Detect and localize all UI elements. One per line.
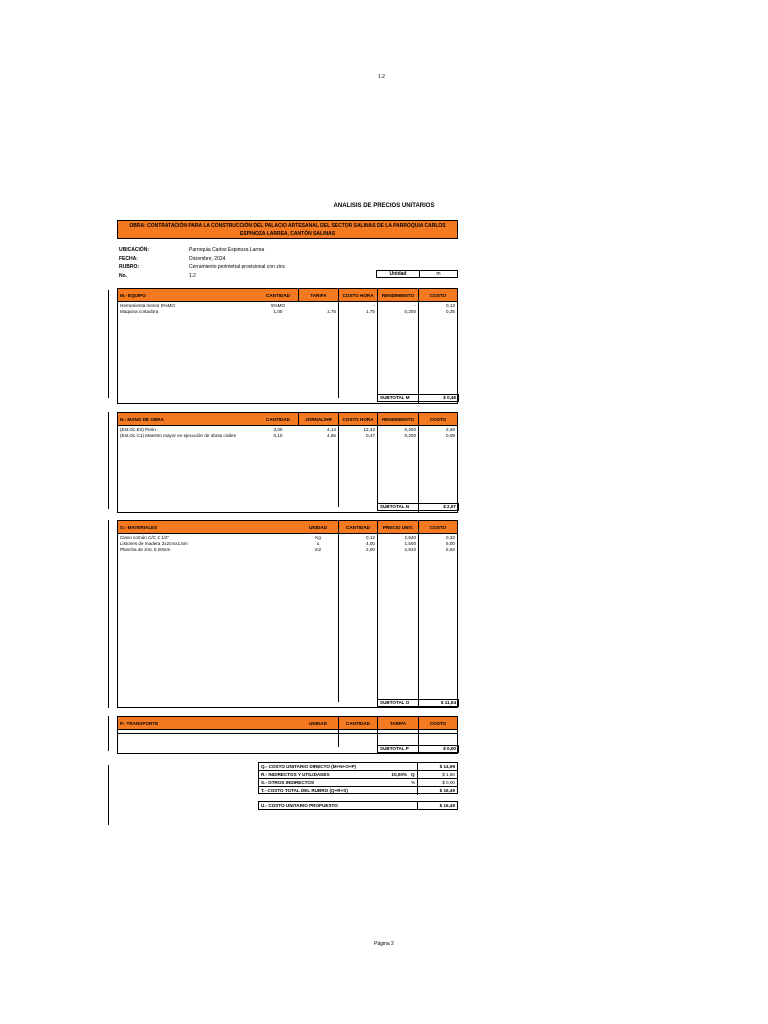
mat-col-costo: COSTO <box>418 521 457 533</box>
transporte-header <box>118 717 457 730</box>
materiales-header <box>118 521 457 534</box>
summary-row-q <box>259 763 457 771</box>
ubicacion-label: UBICACIÓN: <box>119 247 149 253</box>
mat-col-unidad: UNIDAD <box>309 524 327 530</box>
cell-costohora: - <box>373 303 375 308</box>
r-q: Q <box>409 771 418 778</box>
cell-cantidad: 5%MO <box>270 303 286 308</box>
subtotal-value: $ 2,57 <box>443 504 456 509</box>
materiales-section <box>117 520 458 708</box>
cell-costohora: 0,47 <box>366 433 375 438</box>
cell-costohora: 1,75 <box>366 309 375 314</box>
cell-costo: 0,13 <box>446 303 455 308</box>
summary-block <box>258 762 458 794</box>
equipo-section <box>117 288 458 404</box>
cell-cantidad: 0,10 <box>273 433 283 438</box>
cell-costo: 2,48 <box>446 427 455 432</box>
margin-bar <box>108 290 109 398</box>
s-label: S.- OTROS INDIRECTOS <box>261 780 315 785</box>
q-value: $ 14,99 <box>439 764 455 769</box>
page-title: ANALISIS DE PRECIOS UNITARIOS <box>333 203 435 209</box>
mano-obra-section <box>117 412 458 513</box>
fecha-value: Diciembre, 2024 <box>189 255 226 262</box>
cell-precio: 1,500 <box>404 541 416 546</box>
transporte-section <box>117 716 458 754</box>
summary-row-r <box>259 771 457 779</box>
cell-costo: 6,00 <box>446 541 455 546</box>
mat-col-precio: PRECIO UNIT. <box>377 521 418 533</box>
equipo-col-desc: M.- EQUIPO <box>120 292 146 298</box>
materiales-rows <box>118 535 457 553</box>
summary-row-s <box>259 779 457 787</box>
cell-cantidad: 0,12 <box>366 535 375 540</box>
cell-desc: Maquina cortadora <box>120 309 159 314</box>
mat-col-cantidad: CANTIDAD <box>338 521 377 533</box>
table-row <box>118 547 457 553</box>
trans-col-costo: COSTO <box>418 717 457 729</box>
subtotal-label: SUBTOTAL M <box>378 395 419 401</box>
trans-col-tarifa: TARIFA <box>377 717 418 729</box>
table-row <box>118 309 457 315</box>
cell-precio: 2,810 <box>404 547 416 552</box>
subtotal-label: SUBTOTAL P <box>378 746 419 752</box>
equipo-subtotal <box>377 394 459 402</box>
cell-desc: Listones de madera 2x2cmx1.5m <box>120 541 188 546</box>
info-values <box>189 246 285 280</box>
no-value: 1.2 <box>189 272 196 279</box>
no-label: No. <box>119 272 128 279</box>
cell-costo: 0,32 <box>446 535 455 540</box>
equipo-col-tarifa: TARIFA <box>298 289 338 301</box>
cell-tarifa: 1,75 <box>327 309 336 314</box>
trans-col-desc: P.- TRANSPORTE <box>120 720 159 726</box>
r-label: R.- INDIRECTOS Y UTILIDADES <box>261 772 330 777</box>
trans-col-cantidad: CANTIDAD <box>338 717 377 729</box>
cell-costohora: 12,42 <box>363 427 375 432</box>
cell-jornal: 4,65 <box>327 433 336 438</box>
cell-costo: 0,09 <box>446 433 455 438</box>
subtotal-value: $ 11,94 <box>440 700 456 705</box>
propuesto-block <box>258 801 458 810</box>
table-row <box>118 433 457 439</box>
r-pct: 10,00% <box>391 772 407 777</box>
subtotal-label: SUBTOTAL O <box>378 700 419 706</box>
subtotal-value: $ 0,00 <box>443 746 456 751</box>
cell-precio: 2,640 <box>404 535 416 540</box>
mano-obra-header <box>118 413 457 426</box>
margin-bar <box>108 520 109 708</box>
unidad-value: m <box>436 271 441 277</box>
margin-bar <box>108 765 109 825</box>
mano-obra-subtotal <box>377 503 459 511</box>
equipo-rows <box>118 303 457 315</box>
page-footer: Página 2 <box>374 941 394 947</box>
cell-cantidad: 4,00 <box>366 541 375 546</box>
cell-costo: 5,62 <box>446 547 455 552</box>
equipo-col-costo: COSTO <box>418 289 457 301</box>
mano-col-jornal: JORNAL/HR <box>298 413 338 425</box>
mano-col-cantidad: CANTIDAD <box>266 416 290 422</box>
cell-cantidad: 1,00 <box>273 309 283 314</box>
u-value: $ 16,49 <box>439 803 455 808</box>
summary-row-t <box>259 787 457 795</box>
mano-col-rendimiento: RENDIMIENTO <box>377 413 418 425</box>
cell-rendimiento: 0,200 <box>404 309 416 314</box>
materiales-subtotal <box>377 699 459 707</box>
r-value: $ 1,50 <box>442 772 455 777</box>
cell-cantidad: 3,00 <box>273 427 283 432</box>
cell-unidad: Kg <box>315 535 321 540</box>
equipo-header <box>118 289 457 302</box>
cell-cantidad: 2,00 <box>366 547 375 552</box>
ubicacion-value: Parroquia Carlos Espinoza Larrea <box>189 247 265 253</box>
s-value: $ 0,00 <box>442 780 455 785</box>
mano-col-desc: N.- MANO DE OBRA <box>120 416 164 422</box>
cell-unidad: m2 <box>314 547 322 552</box>
unidad-label: Unidad <box>377 271 420 277</box>
cell-desc: (Est.Oc.E2) Peón <box>120 427 156 432</box>
summary-row-u <box>259 802 457 809</box>
transporte-subtotal <box>377 745 459 753</box>
cell-unidad: u <box>316 541 320 546</box>
cell-rendimiento: - <box>414 303 416 308</box>
mano-obra-rows <box>118 427 457 439</box>
page-top-number: 1.2 <box>378 74 385 80</box>
rubro-label: RUBRO: <box>119 264 139 270</box>
cell-desc: (Est.Oc.C1) Maestro mayor en ejecución de obras civiles <box>120 433 236 438</box>
cell-jornal: 4,14 <box>327 427 336 432</box>
s-pct: % <box>409 779 418 786</box>
margin-bar <box>108 412 109 509</box>
cell-costo: 0,35 <box>446 309 455 314</box>
mano-col-costo: COSTO <box>418 413 457 425</box>
rubro-value: Cerramiento perimetral provisional con zinc <box>189 264 286 270</box>
margin-bar <box>108 716 109 751</box>
q-label: Q.- COSTO UNITARIO DIRECTO (M+N+O+P) <box>259 763 418 770</box>
cell-rendimiento: 0,200 <box>404 433 416 438</box>
u-label: U.- COSTO UNITARIO PROPUESTO <box>259 802 418 809</box>
obra-banner: OBRA: CONTRATACIÓN PARA LA CONSTRUCCIÓN DEL PALACIO ARTESANAL DEL SECTOR SALINAS DE LA PARROQUIA CARLOS ESPINOZA LARREA, CANTÓN SALINAS <box>117 220 458 239</box>
t-label: T.- COSTO TOTAL DEL RUBRO (Q+R+S) <box>259 787 418 795</box>
fecha-label: FECHA: <box>119 255 138 262</box>
cell-rendimiento: 0,200 <box>404 427 416 432</box>
subtotal-value: $ 0,48 <box>443 395 456 400</box>
cell-desc: Plancha de zinc 0.20mm <box>120 547 171 552</box>
unidad-box <box>376 270 458 278</box>
equipo-col-rendimiento: RENDIMIENTO <box>377 289 418 301</box>
subtotal-label: SUBTOTAL N <box>378 504 419 510</box>
info-labels <box>119 246 149 280</box>
equipo-col-cantidad: CANTIDAD <box>266 292 290 298</box>
mano-col-costohora: COSTO HORA <box>338 413 377 425</box>
mat-col-desc: O.- MATERIALES <box>120 524 158 530</box>
trans-col-unidad: UNIDAD <box>309 720 327 726</box>
t-value: $ 16,49 <box>439 788 455 793</box>
cell-desc: Clavo común C/C 2 1/2" <box>120 535 170 540</box>
equipo-col-costohora: COSTO HORA <box>338 289 377 301</box>
cell-desc: Herramienta menor 5%MO <box>120 303 175 308</box>
